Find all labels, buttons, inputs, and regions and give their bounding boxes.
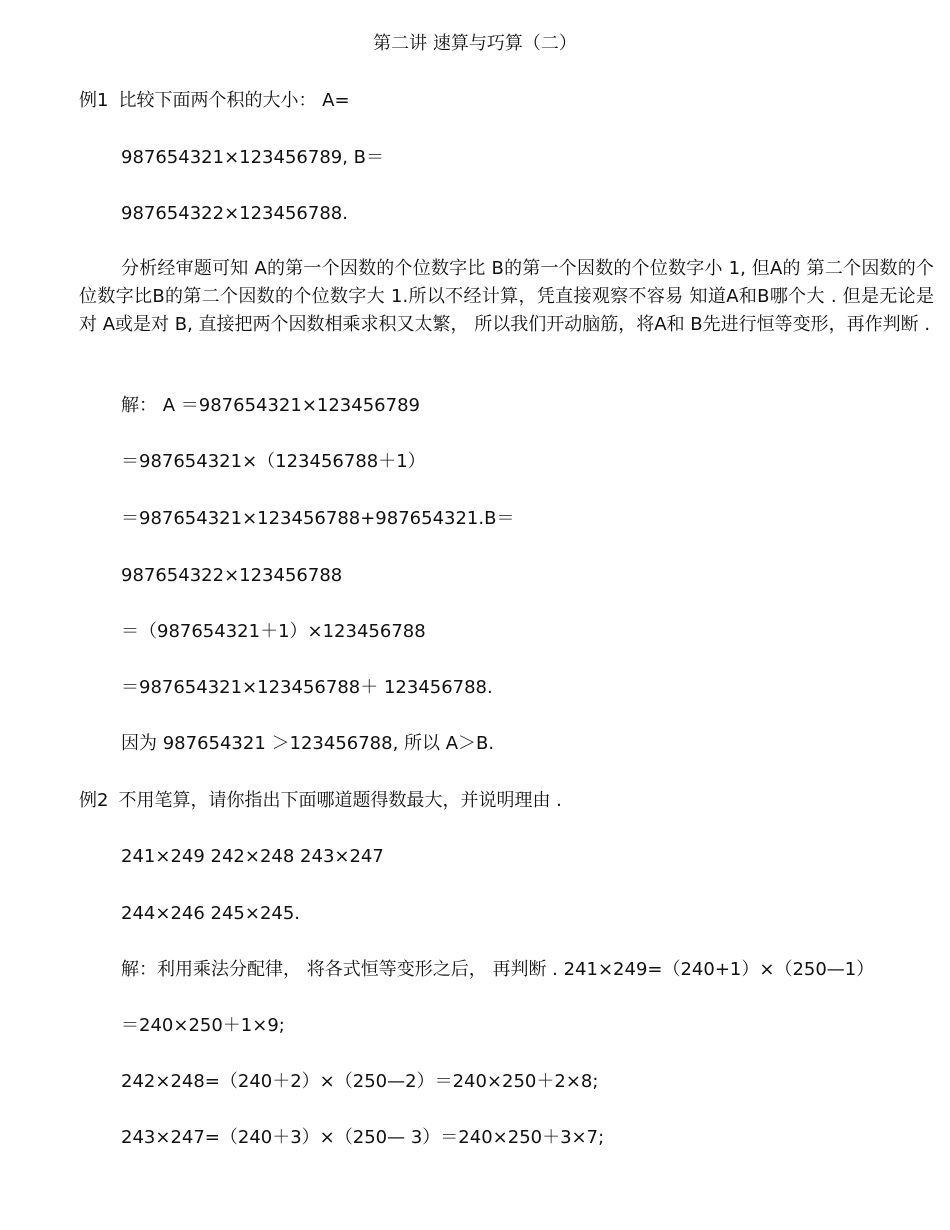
example2-question-line xyxy=(79,789,562,813)
example1-solution-line: ＝（987654321＋1）×123456788 xyxy=(121,621,426,642)
example1-solution-line: ＝987654321×123456788＋ 123456788. xyxy=(121,677,493,698)
example2-solution-line: 243×247=（240＋3）×（250— 3）＝240×250＋3×7; xyxy=(121,1127,605,1148)
example2-label: 例2 xyxy=(79,790,109,811)
example2-items-line: 241×249 242×248 243×247 xyxy=(121,846,384,867)
example1-question-line xyxy=(79,89,350,113)
example2-solution-line: 242×248=（240＋2）×（250—2）＝240×250＋2×8; xyxy=(121,1071,599,1092)
example1-solution-line: ＝987654321×（123456788＋1） xyxy=(121,451,426,472)
example1-solution-line: 987654322×123456788 xyxy=(121,565,343,586)
example1-product-b: 987654322×123456788. xyxy=(121,203,348,224)
lecture-title: 第二讲 速算与巧算（二） xyxy=(373,33,577,54)
example1-conclusion: 因为 987654321 ＞123456788, 所以 A＞B. xyxy=(121,733,495,754)
example1-product-a: 987654321×123456789, B＝ xyxy=(121,147,385,168)
example1-solution-line: 解： A ＝987654321×123456789 xyxy=(121,395,420,416)
example1-question: 比较下面两个积的大小： A= xyxy=(118,90,350,111)
example2-solution-line: ＝240×250＋1×9; xyxy=(121,1015,285,1036)
example2-solution-line: 解：利用乘法分配律， 将各式恒等变形之后， 再判断 . 241×249=（240+1）×（250—1） xyxy=(121,959,875,980)
example1-label: 例1 xyxy=(79,90,109,111)
example1-solution-line: ＝987654321×123456788+987654321.B＝ xyxy=(121,508,515,529)
example1-analysis: 分析经审题可知 A的第一个因数的个位数字比 B的第一个因数的个位数字小 1, 但A的 第二个因数的个位数字比B的第二个因数的个位数字大 1.所以不经计算，凭直接观察不容易 知道A和B哪个大 . 但是无论是对 A或是对 B, 直接把两个因数相乘求积又太繁， 所以我们开动脑筋，将A和 B先进行恒等变形，再作判断 . xyxy=(79,258,934,335)
example2-question: 不用笔算，请你指出下面哪道题得数最大，并说明理由 . xyxy=(118,790,562,811)
example2-items-line: 244×246 245×245. xyxy=(121,903,301,924)
